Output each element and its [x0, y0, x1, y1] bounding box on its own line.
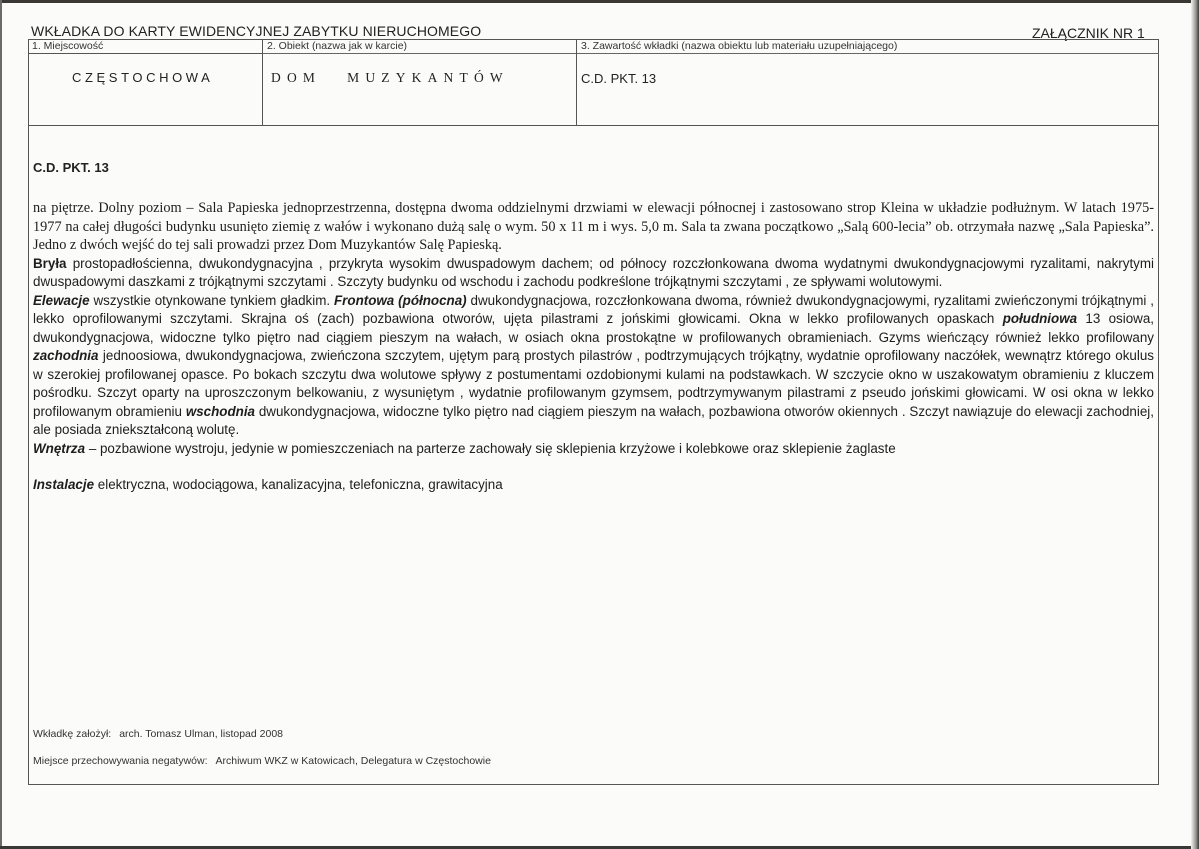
header-cell-contents [577, 39, 1159, 125]
scan-edge-left [0, 0, 2, 849]
negatives-label: Miejsce przechowywania negatywów: [33, 755, 208, 767]
header-cell-place [28, 39, 263, 125]
contents-label: 3. Zawartość wkładki (nazwa obiektu lub materiału uzupełniającego) [581, 40, 898, 52]
contents-value: C.D. PKT. 13 [581, 71, 657, 86]
scan-edge-right [1191, 0, 1199, 849]
author-label: Wkładkę założył: [33, 728, 112, 740]
elewacje-text-2: dwukondygnacjowa, rozczłonkowana dwoma, również dwukondygnacjowymi, ryzalitami zwieńczonymi trójkątnymi , lekko oprofilowanymi szczytami. Skrajna oś (zach) pozbawiona otworów, ujęta pilastrami z jońskimi głowicami. Okna w lekko profilowanych opaskach [33, 292, 1154, 326]
bryla-label: Bryła [33, 255, 67, 271]
header-row [28, 39, 1159, 126]
instalacje-label: Instalacje [33, 477, 95, 492]
wnetrza-label: Wnętrza [33, 440, 86, 456]
instalacje-paragraph [33, 476, 1154, 495]
zachodnia-label: zachodnia [33, 348, 99, 363]
author-value: arch. Tomasz Ulman, listopad 2008 [119, 728, 284, 740]
document-title: WKŁADKA DO KARTY EWIDENCYJNEJ ZABYTKU NIERUCHOMEGO [31, 23, 482, 39]
elewacje-text-5: dwukondygnacjowa, widoczne tylko piętro nad ciągiem pieszym na wałach, pozbawiona otworów okiennych . Szczyt nawiązuje do elewacji zachodniej, ale posiada zniekształconą wolutę. [33, 403, 1154, 437]
object-value [271, 70, 509, 86]
footer-author [33, 728, 283, 740]
header-cell-object [263, 39, 577, 125]
object-value-part2: MUZYKANTÓW [347, 70, 509, 85]
intro-paragraph: na piętrze. Dolny poziom – Sala Papieska jednoprzestrzenna, dostępna dwoma oddzielnymi drzwiami w elewacji północnej i zastosowano strop Kleina w układzie podłużnym. W latach 1975-1977 na całej długości budynku usunięto ziemię z wałów i wykonano dużą salę o wym. 50 x 11 m i wys. 5,0 m. Sala ta zwana początkowo „Salą 600-lecia” ob. otrzymała nazwę „Sala Papieska”. Jedno z dwóch wejść do tej sali prowadzi przez Dom Muzykantów Salę Papieską. [33, 200, 1154, 253]
elewacje-text-4: jednoosiowa, dwukondygnacjowa, zwieńczona szczytem, ujętym parą prostych pilastrów , podtrzymujących trójkątny, wydatnie oprofilowany naczółek, wewnątrz którego okulus w szerokiej profilowanej opasce. Po bokach szczytu dwa wolutowe spływy z postumentami ozdobionymi kulami na podstawkach. W szczycie okno w uszakowatym obramieniu z kluczem pośrodku. Szczyt oparty na uproszczonym belkowaniu, z wysuniętym , wydatnie profilowanym gzymsem, podtrzymywanym pilastrami z pseudo jońskimi głowicami. W osi okna w lekko profilowanym obramieniu [33, 348, 1154, 419]
wnetrza-paragraph [33, 440, 1154, 459]
bryla-paragraph [33, 255, 1154, 292]
body-text [33, 199, 1154, 495]
negatives-value: Archiwum WKZ w Katowicach, Delegatura w Częstochowie [215, 755, 491, 767]
bryla-text: prostopadłościenna, dwukondygnacyjna , przykryta wysokim dwuspadowym dachem; od północy rozczłonkowana dwoma wydatnymi dwukondygnacjowymi ryzalitami, nakrytymi dwuspadowymi daszkami z trójkątnymi szczytami . Szczyty budynku od wschodu i zachodu podkreślone trójkątnymi szczytami , ze spływami wolutowymi. [33, 255, 1154, 289]
place-label-rule [28, 53, 263, 54]
instalacje-text: elektryczna, wodociągowa, kanalizacyjna, telefoniczna, grawitacyjna [94, 477, 503, 492]
scan-edge-top [0, 0, 1199, 3]
place-value: CZĘSTOCHOWA [72, 70, 214, 85]
wnetrza-text: – pozbawione wystroju, jedynie w pomieszczeniach na parterze zachowały się sklepienia krzyżowe i kolebkowe oraz sklepienie żaglaste [85, 440, 896, 456]
object-value-part1: DOM [271, 70, 322, 85]
section-heading: C.D. PKT. 13 [33, 160, 109, 175]
elewacje-paragraph [33, 292, 1154, 440]
footer-negatives [33, 755, 491, 767]
annex-label: ZAŁĄCZNIK NR 1 [1032, 25, 1145, 41]
place-label: 1. Miejscowość [32, 40, 104, 52]
elewacje-text-1: wszystkie otynkowane tynkiem gładkim. [89, 292, 334, 308]
wschodnia-label: wschodnia [185, 403, 256, 419]
poludniowa-label: południowa [1002, 311, 1078, 326]
frontowa-label: Frontowa (północna) [334, 292, 467, 308]
elewacje-text-3: 13 osiowa, dwukondygnacjowa, widoczne tylko piętro nad ciągiem pieszym na wałach, w osiach okna prostokątne w profilowanych obramieniach. Gzyms wieńczący również lekko profilowany [33, 311, 1154, 345]
object-label: 2. Obiekt (nazwa jak w karcie) [267, 40, 408, 52]
elewacje-label: Elewacje [33, 292, 90, 308]
